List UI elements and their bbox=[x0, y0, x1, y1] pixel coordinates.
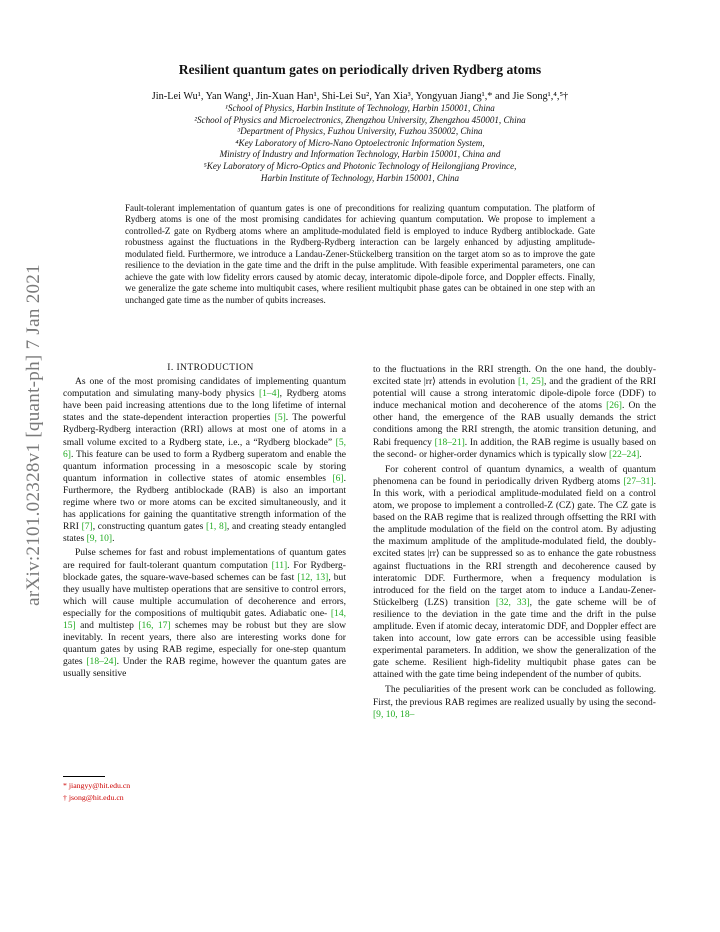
citation-link[interactable]: [1, 25] bbox=[517, 376, 544, 388]
author-list: Jin-Lei Wu¹, Yan Wang¹, Jin-Xuan Han¹, Shi-Lei Su², Yan Xia³, Yongyuan Jiang¹,* and Jie Song¹,⁴,⁵† bbox=[151, 91, 569, 102]
affiliation-line: ¹School of Physics, Harbin Institute of Technology, Harbin 150001, China bbox=[225, 103, 495, 113]
citation-link[interactable]: [9, 10] bbox=[86, 533, 113, 545]
body-paragraph: Pulse schemes for fast and robust implementations of quantum gates are required for fault-tolerant quantum computation [11]. For Rydberg-blockade gates, the square-wave-based schemes can be fast [12, 13], but they usually have multistep operations that are sensitive to control errors, which will cause multiple accumulation of decoherence and errors, especially for the compositions of multiqubit gates. Adiabatic one- [14, 15] and multistep [16, 17] schemes may be robust but they are slow inevitably. In recent years, there also are interesting works done for quantum gates by using RAB regime, especially for one-step quantum gates [18–24]. Under the RAB regime, however the quantum gates are usually sensitive bbox=[63, 547, 346, 680]
section-heading: I. INTRODUCTION bbox=[167, 362, 254, 373]
arxiv-stamp-text: arXiv:2101.02328v1 [quant-ph] 7 Jan 2021 bbox=[23, 264, 44, 606]
citation-link[interactable]: [5, 6] bbox=[63, 436, 346, 460]
citation-link[interactable]: [1–4] bbox=[258, 388, 280, 400]
citation-link[interactable]: [16, 17] bbox=[138, 619, 171, 631]
affiliation-line: Ministry of Industry and Information Technology, Harbin 150001, China and bbox=[219, 149, 501, 160]
citation-link[interactable]: [5] bbox=[274, 412, 286, 424]
body-paragraph: As one of the most promising candidates of implementing quantum computation and simulating many-body physics [1–4], Rydberg atoms have been paid increasing attentions due to the long lifetime of internal states and the state-dependent interaction properties [5]. The powerful Rydberg-Rydberg interaction (RRI) allows at most one of atoms in a small volume excited to a Rydberg state, i.e., a “Rydberg blockade” [5, 6]. This feature can be used to form a Rydberg superatom and enable the quantum information processing in a mesoscopic scale by storing quantum information in collective states of atomic ensembles [6]. Furthermore, the Rydberg antiblockade (RAB) is also an important regime where two or more atoms can be excited simultaneously, and it has applications for gaining the quantitative strength information of the RRI [7], constructing quantum gates [1, 8], and creating steady entangled states [9, 10]. bbox=[63, 376, 346, 545]
affiliation-line: ⁵Key Laboratory of Micro-Optics and Photonic Technology of Heilongjiang Province, bbox=[203, 160, 517, 171]
footnote bbox=[63, 793, 124, 802]
affiliation-line: Harbin Institute of Technology, Harbin 150001, China bbox=[260, 172, 460, 183]
left-column bbox=[63, 362, 346, 680]
citation-link[interactable]: [6] bbox=[332, 472, 344, 484]
citation-link[interactable]: [18–21] bbox=[434, 436, 465, 448]
body-paragraph: The peculiarities of the present work can be concluded as following. First, the previous RAB regimes are realized usually by using the second- [9, 10, 18– bbox=[373, 684, 656, 720]
citation-link[interactable]: [27–31] bbox=[623, 475, 654, 487]
footnote-mark: * bbox=[63, 781, 67, 790]
footnote bbox=[63, 781, 130, 790]
citation-link[interactable]: [14, 15] bbox=[63, 607, 346, 631]
body-paragraph: For coherent control of quantum dynamics, a wealth of quantum phenomena can be found in periodically driven Rydberg atoms [27–31]. In this work, with a periodical amplitude-modulated field on a control atom, we propose to implement a controlled-Z (CZ) gate. The CZ gate is based on the RAB regime that is realized through offsetting the RRI with the amplitude modulation of the field on the control atom. By adjusting the maximum amplitude of the amplitude-modulated field, the doubly-excited states |rr⟩ can be suppressed so as to enhance the gate robustness against fluctuations in the RRI strength and decoherence caused by interatomic DDF. Furthermore, when a frequency modulation is introduced for the field on the target atom to induce a Landau-Zener-Stückelberg (LZS) transition [32, 33], the gate scheme will be of resilience to the deviation in the gate time and the drift in the pulse amplitude. Even if atomic decay, interatomic DDF, and Doppler effect are taken into account, low gate errors can be accessible using feasible experimental parameters. In addition, we show the generalization of the gate scheme. Resilient high-fidelity multiqubit phase gates can be attained with the gate time being independent of the number of qubits. bbox=[373, 463, 657, 681]
arxiv-stamp bbox=[20, 225, 48, 645]
citation-link[interactable]: [32, 33] bbox=[495, 596, 530, 608]
citation-link[interactable]: [9, 10, 18– bbox=[373, 708, 415, 720]
affiliation-line: ⁴Key Laboratory of Micro-Nano Optoelectronic Information System, bbox=[235, 137, 485, 148]
affiliations bbox=[60, 103, 660, 184]
paper-title: Resilient quantum gates on periodically driven Rydberg atoms bbox=[178, 62, 542, 77]
citation-link[interactable]: [26] bbox=[606, 400, 622, 412]
citation-link[interactable]: [18–24] bbox=[86, 656, 117, 668]
citation-link[interactable]: [22–24] bbox=[609, 448, 640, 460]
citation-link[interactable]: [7] bbox=[81, 521, 93, 533]
email-link[interactable]: jsong@hit.edu.cn bbox=[68, 793, 124, 802]
email-link[interactable]: jiangyy@hit.edu.cn bbox=[68, 781, 131, 790]
body-paragraph: to the fluctuations in the RRI strength. On the one hand, the doubly-excited state |rr⟩ attends in evolution [1, 25], and the gradient of the RRI potential will cause a strong interatomic dipole-dipole force (DDF) to induce mechanical motion and decoherence of the atoms [26]. On the other hand, the emergence of the RAB usually demands the strict conditions among the RRI strength, the atomic transition detuning, and Rabi frequency [18–21]. In addition, the RAB regime is usually based on the second- or higher-order dynamics which is typically slow [22–24]. bbox=[373, 364, 656, 460]
right-column bbox=[373, 364, 656, 721]
citation-link[interactable]: [1, 8] bbox=[205, 521, 227, 533]
citation-link[interactable]: [11] bbox=[271, 559, 288, 571]
affiliation-line: ²School of Physics and Microelectronics, Zhengzhou University, Zhengzhou 450001, China bbox=[194, 114, 526, 125]
footnote-rule bbox=[63, 776, 105, 777]
citation-link[interactable]: [12, 13] bbox=[297, 571, 329, 583]
affiliation-line: ³Department of Physics, Fuzhou University, Fuzhou 350002, China bbox=[237, 126, 483, 137]
footnote-mark: † bbox=[63, 793, 67, 802]
abstract: Fault-tolerant implementation of quantum gates is one of preconditions for realizing quantum computation. The platform of Rydberg atoms is one of the most promising candidates for achieving quantum computation. We propose to implement a controlled-Z gate on Rydberg atoms where an amplitude-modulated field is employed to induce Rydberg antiblockade. Gate robustness against the fluctuations in the Rydberg-Rydberg interaction can be largely enhanced by adjusting amplitude-modulated field. Furthermore, we introduce a Landau-Zener-Stückelberg transition on the target atom so as to improve the gate resilience to the deviation in the gate time and the drift in the pulse amplitude. With feasible experimental parameters, one can achieve the gate with low fidelity errors caused by atomic decay, interatomic dipole-dipole force, and Doppler effects. Finally, we generalize the gate scheme into multiqubit cases, where resilient multiqubit phase gates can be obtained in one step with an unchanged gate time as the number of qubits increases. bbox=[125, 203, 595, 305]
